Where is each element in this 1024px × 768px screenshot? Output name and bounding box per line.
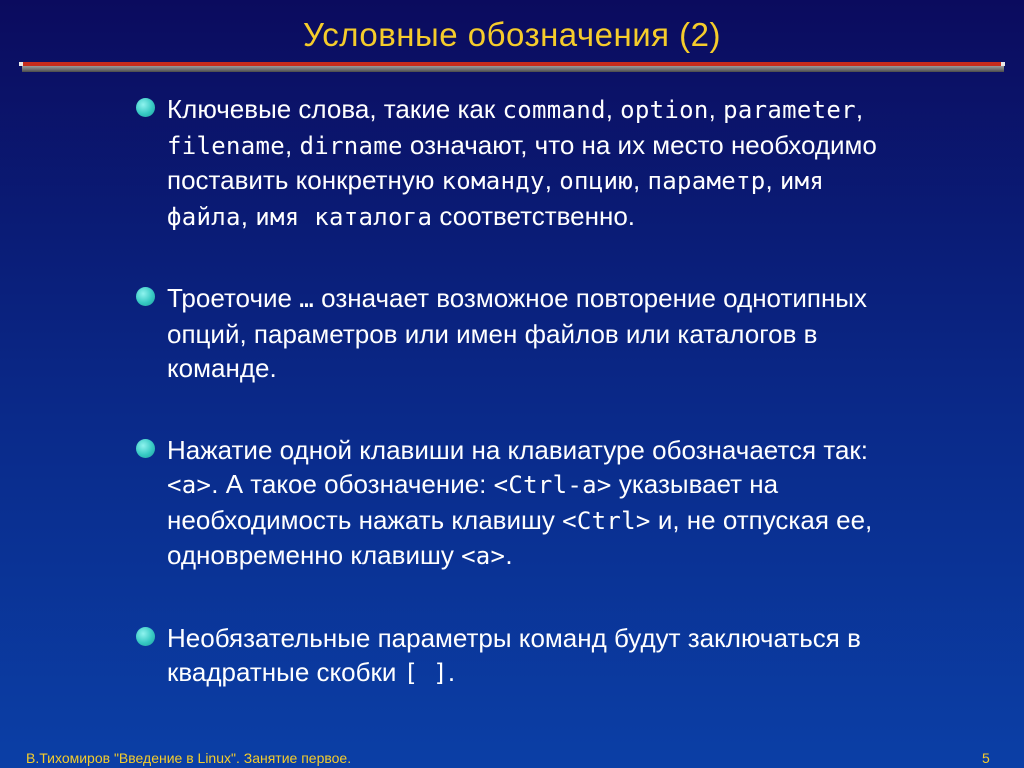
text-run: означают, что на их место необходимо: [402, 129, 877, 160]
text-run: .: [447, 657, 456, 687]
text-run: опций, параметров или имен файлов или каталогов в: [167, 318, 818, 349]
bullet-line: [167, 351, 996, 386]
text-run: указывает на: [611, 469, 779, 499]
text-run: Троеточие: [167, 283, 300, 313]
text-run: и, не отпуская ее,: [650, 504, 873, 535]
bullet-line: [167, 199, 996, 235]
title-divider-line: [20, 62, 1004, 66]
text-run: ,: [855, 94, 864, 124]
title-divider-shadow: [22, 66, 1004, 72]
title-divider: [20, 62, 1004, 76]
bullet-item: [136, 621, 996, 691]
text-run: ,: [708, 94, 724, 124]
text-run: ,: [765, 165, 780, 195]
text-run: .: [505, 540, 513, 570]
text-run: ,: [633, 165, 648, 195]
code-term: <Ctrl>: [562, 506, 651, 535]
code-term: dirname: [299, 131, 403, 160]
bullet-dot-icon: [136, 439, 155, 458]
bullet-dot-icon: [136, 287, 155, 306]
code-term: …: [299, 285, 314, 313]
bullet-line: [167, 621, 996, 656]
code-term: имя: [779, 167, 825, 195]
code-term: [ ]: [403, 659, 448, 687]
bullet-list: [136, 92, 996, 691]
bullet-line: [167, 317, 996, 352]
text-run: ,: [240, 200, 256, 231]
code-term: <Ctrl-a>: [493, 471, 612, 499]
text-run: соответственно.: [432, 200, 635, 231]
bullet-line: [167, 503, 996, 539]
code-term: filename: [167, 131, 285, 160]
bullet-line: [167, 281, 996, 317]
code-term: опцию: [559, 167, 633, 195]
code-term: имя каталога: [255, 202, 433, 231]
bullet-dot-icon: [136, 98, 155, 117]
text-run: Нажатие одной клавиши на клавиатуре обозначается так:: [167, 434, 868, 465]
text-run: ,: [605, 94, 621, 124]
bullet-line: [167, 433, 996, 468]
bullet-line: [167, 128, 996, 164]
bullet-line: [167, 163, 996, 199]
text-run: поставить конкретную: [167, 165, 442, 195]
text-run: команде.: [167, 353, 277, 383]
code-term: parameter: [723, 96, 856, 124]
text-run: одновременно клавишу: [167, 540, 462, 570]
footer-text: В.Тихомиров "Введение в Linux". Занятие первое.: [26, 750, 352, 766]
code-term: команду: [441, 167, 545, 195]
code-term: файла: [167, 202, 241, 231]
title-divider-cap-left: [19, 62, 23, 66]
text-run: необходимость нажать клавишу: [167, 504, 563, 535]
page-number: 5: [982, 750, 990, 766]
bullet-item: [136, 92, 996, 234]
code-term: option: [620, 96, 709, 124]
text-run: ,: [285, 129, 300, 160]
bullet-line: [167, 92, 996, 128]
text-run: означает возможное повторение однотипных: [313, 283, 867, 313]
code-term: <a>: [461, 542, 506, 570]
bullet-item: [136, 433, 996, 574]
code-term: параметр: [647, 167, 766, 195]
bullet-item: [136, 281, 996, 386]
text-run: квадратные скобки: [167, 657, 404, 687]
text-run: . А такое обозначение:: [211, 469, 494, 499]
title-divider-cap-right: [1001, 62, 1005, 66]
text-run: ,: [544, 165, 560, 195]
bullet-dot-icon: [136, 627, 155, 646]
code-term: <a>: [167, 471, 212, 499]
text-run: Ключевые слова, такие как: [167, 94, 503, 124]
bullet-line: [167, 538, 996, 574]
slide-title: Условные обозначения (2): [302, 16, 722, 53]
code-term: command: [502, 96, 606, 124]
bullet-line: [167, 655, 996, 691]
text-run: Необязательные параметры команд будут заключаться в: [167, 622, 861, 653]
bullet-line: [167, 467, 996, 503]
